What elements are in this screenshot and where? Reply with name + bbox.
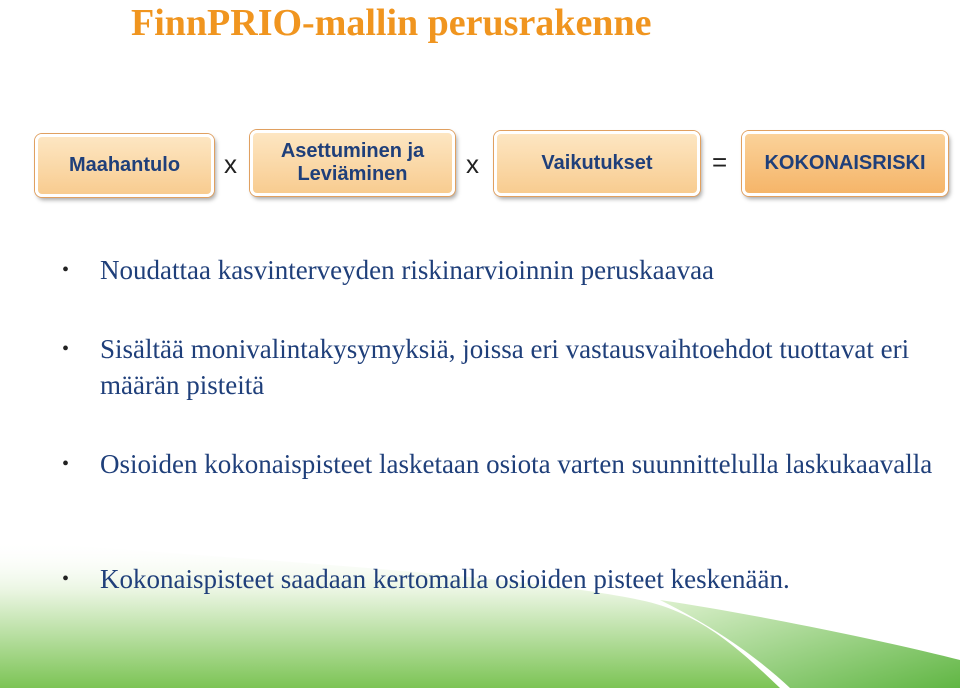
- bullet-item: [62, 252, 942, 288]
- bullet-text: Kokonaispisteet saadaan kertomalla osioiden pisteet keskenään.: [100, 564, 790, 594]
- page-title: FinnPRIO-mallin perusrakenne: [131, 2, 652, 44]
- formula-box-establishment: [250, 130, 455, 196]
- bullet-symbol: •: [62, 259, 70, 281]
- bullet-item: [62, 561, 942, 597]
- formula-result-total-risk: KOKONAISRISKI: [764, 152, 926, 174]
- bullet-text: Noudattaa kasvinterveyden riskinarvioinnin peruskaavaa: [100, 255, 715, 285]
- formula-box-total-risk: [742, 131, 948, 196]
- formula-term-entry: Maahantulo: [68, 154, 181, 176]
- multiply-operator-1: x: [224, 149, 237, 179]
- bullet-item: [62, 446, 942, 482]
- formula-term-impacts: Vaikutukset: [541, 152, 653, 174]
- multiply-operator-2: x: [466, 149, 479, 179]
- bullet-symbol: •: [62, 453, 70, 475]
- formula-box-impacts: [494, 131, 700, 196]
- formula-term-establishment: Asettuminen ja Leviäminen: [280, 140, 425, 185]
- formula-box-entry: [35, 134, 214, 197]
- bullet-text: Osioiden kokonaispisteet lasketaan osiota varten suunnittelulla laskukaavalla: [100, 449, 933, 479]
- bullet-text: Sisältää monivalintakysymyksiä, joissa eri vastausvaihtoehdot tuottavat eri määrän pisteitä: [100, 334, 910, 400]
- bullet-symbol: •: [62, 338, 70, 360]
- bullet-item: [62, 331, 942, 403]
- bullet-symbol: •: [62, 568, 70, 590]
- equals-operator: =: [712, 147, 728, 177]
